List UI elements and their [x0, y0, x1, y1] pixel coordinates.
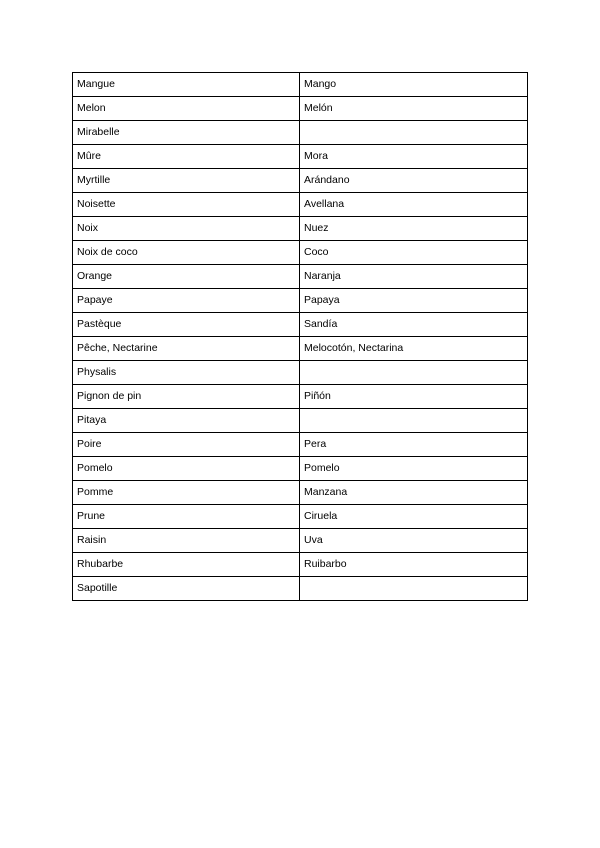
spanish-fruit-name-cell: Mora — [300, 145, 528, 169]
french-fruit-name-cell: Noix de coco — [73, 241, 300, 265]
table-row — [73, 361, 528, 385]
french-fruit-name-cell: Pitaya — [73, 409, 300, 433]
french-fruit-name-cell: Noisette — [73, 193, 300, 217]
spanish-fruit-name-cell — [300, 121, 528, 145]
spanish-fruit-name-cell: Coco — [300, 241, 528, 265]
french-fruit-name-cell: Melon — [73, 97, 300, 121]
french-fruit-name-cell: Pomelo — [73, 457, 300, 481]
french-fruit-name-cell: Noix — [73, 217, 300, 241]
table-row — [73, 265, 528, 289]
table-row — [73, 385, 528, 409]
french-fruit-name-cell: Pignon de pin — [73, 385, 300, 409]
french-fruit-name-cell: Physalis — [73, 361, 300, 385]
french-fruit-name-cell: Pêche, Nectarine — [73, 337, 300, 361]
spanish-fruit-name-cell: Pomelo — [300, 457, 528, 481]
spanish-fruit-name-cell — [300, 409, 528, 433]
french-fruit-name-cell: Pomme — [73, 481, 300, 505]
table-row — [73, 217, 528, 241]
table-row — [73, 553, 528, 577]
table-row — [73, 241, 528, 265]
table-row — [73, 289, 528, 313]
spanish-fruit-name-cell: Arándano — [300, 169, 528, 193]
table-row — [73, 97, 528, 121]
french-fruit-name-cell: Mûre — [73, 145, 300, 169]
table-row — [73, 73, 528, 97]
french-fruit-name-cell: Pastèque — [73, 313, 300, 337]
spanish-fruit-name-cell — [300, 577, 528, 601]
table-row — [73, 577, 528, 601]
spanish-fruit-name-cell: Papaya — [300, 289, 528, 313]
table-row — [73, 433, 528, 457]
table-body — [73, 73, 528, 601]
french-fruit-name-cell: Papaye — [73, 289, 300, 313]
table-row — [73, 337, 528, 361]
table-row — [73, 505, 528, 529]
table-row — [73, 313, 528, 337]
table-row — [73, 169, 528, 193]
spanish-fruit-name-cell — [300, 361, 528, 385]
spanish-fruit-name-cell: Nuez — [300, 217, 528, 241]
spanish-fruit-name-cell: Ruibarbo — [300, 553, 528, 577]
french-fruit-name-cell: Prune — [73, 505, 300, 529]
french-fruit-name-cell: Rhubarbe — [73, 553, 300, 577]
fruit-translation-table — [72, 72, 528, 601]
spanish-fruit-name-cell: Uva — [300, 529, 528, 553]
table-row — [73, 457, 528, 481]
french-fruit-name-cell: Myrtille — [73, 169, 300, 193]
spanish-fruit-name-cell: Melón — [300, 97, 528, 121]
french-fruit-name-cell: Sapotille — [73, 577, 300, 601]
french-fruit-name-cell: Orange — [73, 265, 300, 289]
french-fruit-name-cell: Mirabelle — [73, 121, 300, 145]
spanish-fruit-name-cell: Mango — [300, 73, 528, 97]
spanish-fruit-name-cell: Naranja — [300, 265, 528, 289]
spanish-fruit-name-cell: Ciruela — [300, 505, 528, 529]
spanish-fruit-name-cell: Melocotón, Nectarina — [300, 337, 528, 361]
spanish-fruit-name-cell: Manzana — [300, 481, 528, 505]
spanish-fruit-name-cell: Avellana — [300, 193, 528, 217]
table-row — [73, 193, 528, 217]
table-row — [73, 409, 528, 433]
table-row — [73, 121, 528, 145]
spanish-fruit-name-cell: Piñón — [300, 385, 528, 409]
spanish-fruit-name-cell: Pera — [300, 433, 528, 457]
table-row — [73, 145, 528, 169]
french-fruit-name-cell: Raisin — [73, 529, 300, 553]
french-fruit-name-cell: Mangue — [73, 73, 300, 97]
table-row — [73, 481, 528, 505]
spanish-fruit-name-cell: Sandía — [300, 313, 528, 337]
french-fruit-name-cell: Poire — [73, 433, 300, 457]
table-row — [73, 529, 528, 553]
